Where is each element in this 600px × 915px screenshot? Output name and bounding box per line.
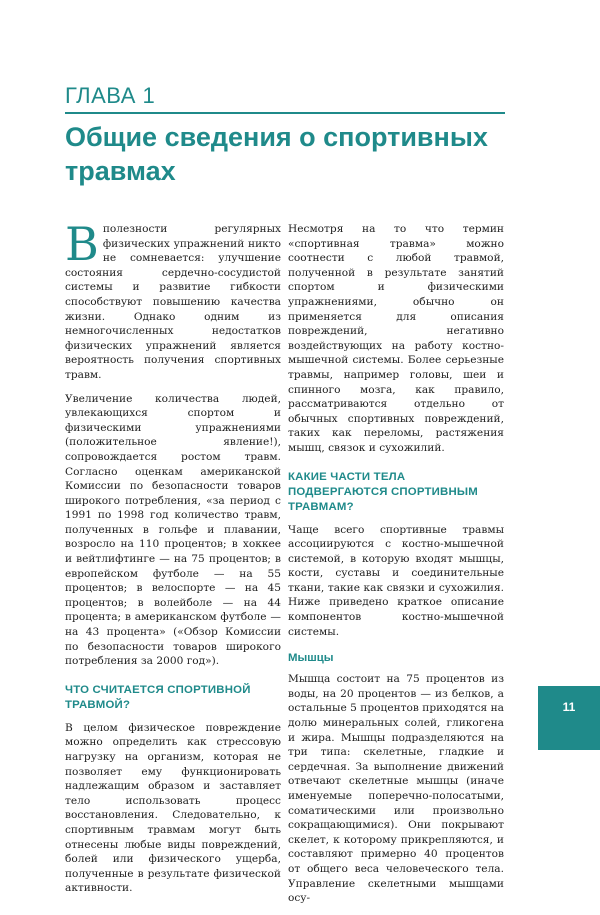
intro-paragraph <box>65 217 281 383</box>
drop-cap: В <box>65 217 99 271</box>
chapter-header <box>65 84 505 188</box>
chapter-title: Общие сведения о спортивных травмах <box>65 122 488 186</box>
right-column <box>288 222 504 915</box>
paragraph: Несмотря на то что термин «спортивная травма» можно соотнести с любой травмой, полученной в результате занятий спортом и физическими упражнениями, обычно он применяется для описания повреждений, негативно воздействующих на работу костно-мышечной системы. Более серьезные травмы, например головы, шеи и спинного мозга, как правило, рассматриваются отдельно от обычных спортивных повреждений, таких как переломы, растяжения мышц, связок и сухожилий. <box>288 223 504 454</box>
paragraph: Чаще всего спортивные травмы ассоциируются с костно-мышечной системой, в которую входят мышцы, кости, суставы и соединительные ткани, такие как связки и сухожилия. Ниже приведено краткое описание компонентов костно-мышечной системы. <box>288 523 504 638</box>
chapter-label: ГЛАВА 1 <box>65 83 156 108</box>
section-heading: ЧТО СЧИТАЕТСЯ СПОРТИВНОЙ ТРАВМОЙ? <box>65 683 251 711</box>
chapter-divider <box>65 112 505 114</box>
section-heading: КАКИЕ ЧАСТИ ТЕЛА ПОДВЕРГАЮТСЯ СПОРТИВНЫМ ТРАВМАМ? <box>288 470 478 513</box>
paragraph: В целом физическое повреждение можно определить как стрессовую нагрузку на организм, которая не позволяет ему функционировать надлежащим образом и заставляет тело использовать процесс восстановления. Следовательно, к спортивным травмам могут быть отнесены любые виды повреждений, болей или физического ущерба, полученные в результате физической активности. <box>65 721 281 895</box>
page-number: 11 <box>538 686 600 750</box>
subsection-heading: Мышцы <box>288 652 334 665</box>
intro-text: полезности регулярных физических упражнений никто не сомневается: улучшение состояния сердечно-сосудистой системы и развитие гибкости способствуют повышению качества жизни. Однако одним из немногочисленных недостатков физических упражнений является вероятность получения спортивных травм. <box>65 223 281 381</box>
paragraph: Увеличение количества людей, увлекающихся спортом и физическими упражнениями (положительное явление!), сопровождается ростом травм. Согласно оценкам американской Комиссии по безопасности товаров широкого потребления, «за период с 1991 по 1998 год количество травм, полученных в гольфе и плавании, возросло на 110 процентов; в хоккее и вейтлифтинге — на 75 процентов; в европейском футболе — на 55 процентов; в велоспорте — на 45 процентов; в волейболе — на 44 процента; в американском футболе — на 43 процента» («Обзор Комиссии по безопасности товаров широкого потребления за 2000 год»). <box>65 392 281 668</box>
left-column <box>65 217 281 905</box>
paragraph: Мышца состоит на 75 процентов из воды, на 20 процентов — из белков, а остальные 5 процентов приходятся на долю минеральных солей, гликогена и жира. Мышцы подразделяются на три типа: скелетные, гладкие и сердечная. За выполнение движений отвечают скелетные мышцы (иначе именуемые поперечно-полосатыми, соматическими или произвольно сокращающимися). Они покрывают скелет, к которому прикрепляются, и составляют примерно 40 процентов от общего веса человеческого тела. Управление скелетными мышцами осу- <box>288 673 504 905</box>
